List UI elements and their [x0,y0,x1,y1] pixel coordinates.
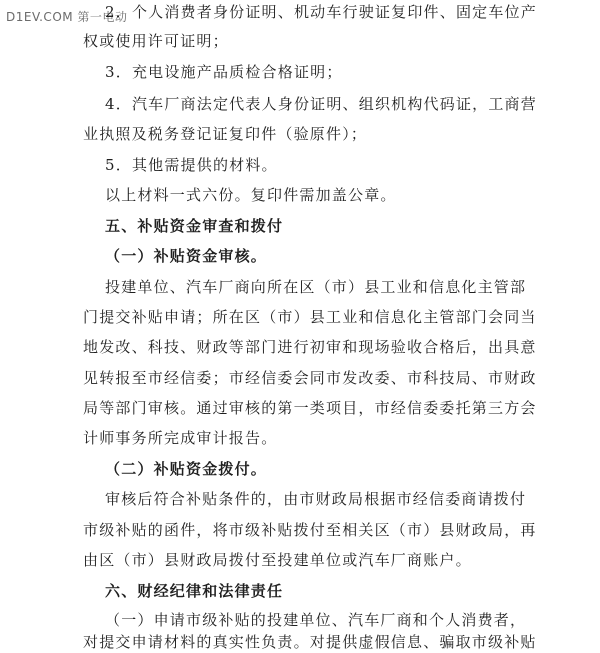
para-1-line-4: 见转报至市经信委；市经信委会同市发改委、市科技局、市财政 [83,369,537,387]
para-1-line-3: 地发改、科技、财政等部门进行初审和现场验收合格后，出具意 [83,338,537,356]
para-3-line-2: 对提交申请材料的真实性负责。对提供虚假信息、骗取市级补贴 [83,633,537,651]
watermark: D1EV.COM 第一电动 [6,10,128,24]
subsection-1-heading: （一）补贴资金审核。 [105,247,268,265]
item-5: 5．其他需提供的材料。 [105,156,278,174]
para-3-line-1: （一）申请市级补贴的投建单位、汽车厂商和个人消费者， [105,611,527,629]
item-2-line-1: 2．个人消费者身份证明、机动车行驶证复印件、固定车位产 [105,3,537,21]
subsection-2-heading: （二）补贴资金拨付。 [105,460,268,478]
section-6-heading: 六、财经纪律和法律责任 [105,582,284,600]
para-2-line-2: 市级补贴的函件，将市级补贴拨付至相关区（市）县财政局，再 [83,521,537,539]
para-1-line-6: 计师事务所完成审计报告。 [83,429,278,447]
para-2-line-1: 审核后符合补贴条件的，由市财政局根据市经信委商请拨付 [105,490,527,508]
para-1-line-5: 局等部门审核。通过审核的第一类项目，市经信委委托第三方会 [83,399,537,417]
item-3: 3．充电设施产品质检合格证明； [105,63,343,81]
para-2-line-3: 由区（市）县财政局拨付至投建单位或汽车厂商账户。 [83,551,472,569]
item-4-line-2: 业执照及税务登记证复印件（验原件）； [83,125,368,143]
item-4-line-1: 4．汽车厂商法定代表人身份证明、组织机构代码证，工商营 [105,95,537,113]
section-5-heading: 五、补贴资金审查和拨付 [105,217,284,235]
para-1-line-1: 投建单位、汽车厂商向所在区（市）县工业和信息化主管部 [105,278,527,296]
para-1-line-2: 门提交补贴申请；所在区（市）县工业和信息化主管部门会同当 [83,308,537,326]
copies-note: 以上材料一式六份。复印件需加盖公章。 [105,186,397,204]
item-2-line-2: 权或使用许可证明； [83,32,229,50]
